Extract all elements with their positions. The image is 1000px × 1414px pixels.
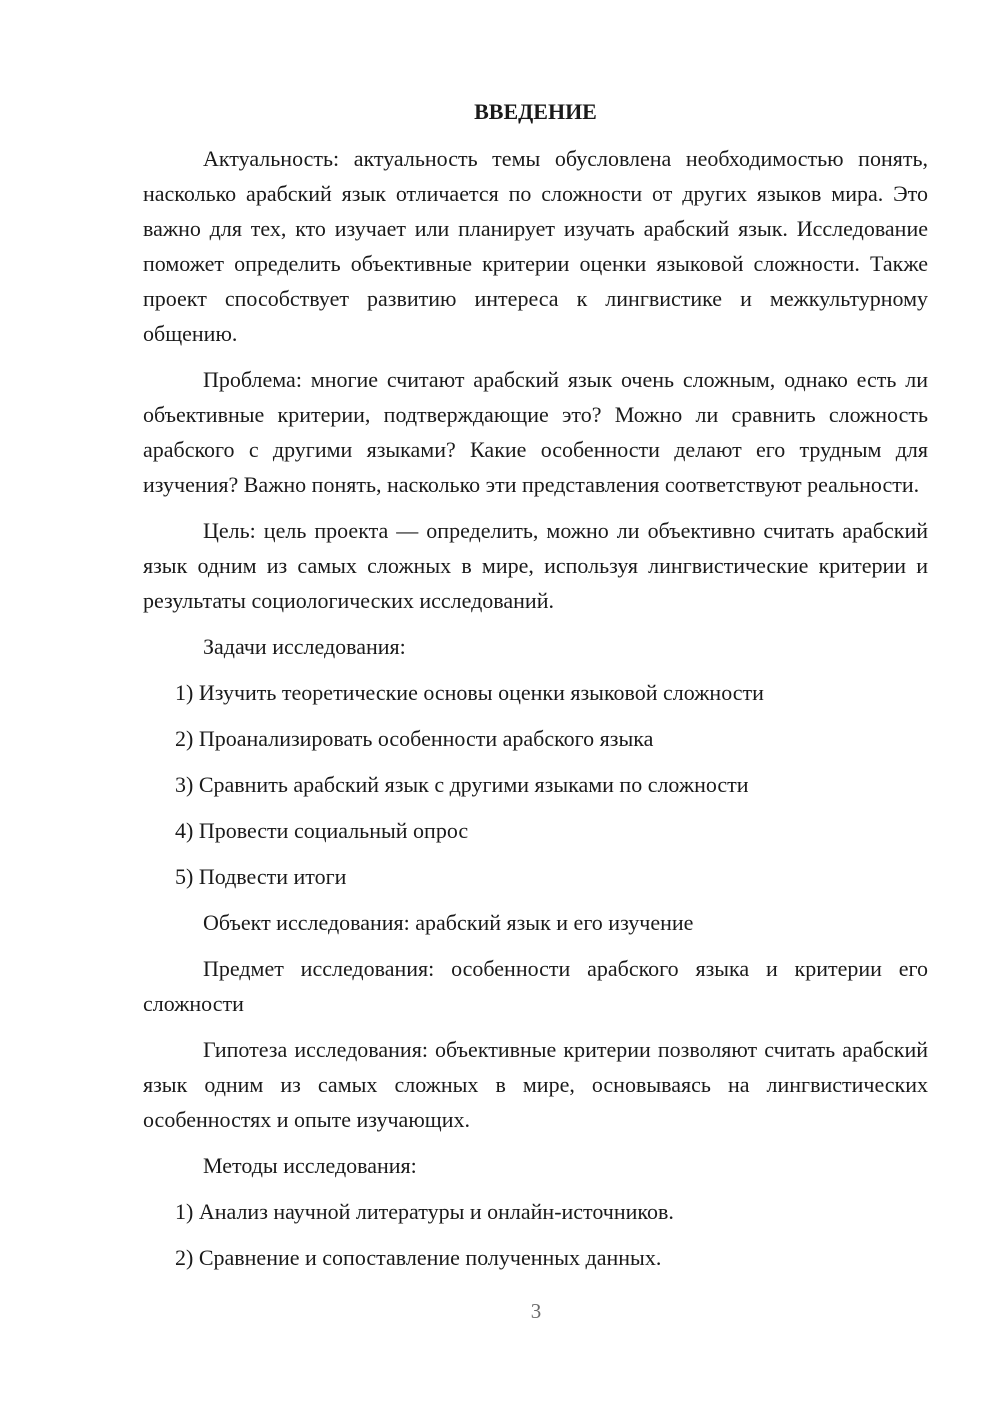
tasks-list <box>143 675 928 894</box>
task-item-2: 2) Проанализировать особенности арабского языка <box>175 726 654 751</box>
methods-label: Методы исследования: <box>203 1153 417 1178</box>
method-item-2: 2) Сравнение и сопоставление полученных данных. <box>175 1245 662 1270</box>
method-item-1: 1) Анализ научной литературы и онлайн-источников. <box>175 1199 674 1224</box>
page-number: 3 <box>530 1299 542 1323</box>
task-item-1: 1) Изучить теоретические основы оценки языковой сложности <box>175 680 764 705</box>
methods-list <box>143 1194 928 1275</box>
goal-paragraph: Цель: цель проекта — определить, можно ли объективно считать арабский язык одним из самых сложных в мире, используя лингвистические критерии и результаты социологических исследований. <box>143 518 928 613</box>
task-item-4: 4) Провести социальный опрос <box>175 818 469 843</box>
task-item-3: 3) Сравнить арабский язык с другими языками по сложности <box>175 772 749 797</box>
hypothesis-paragraph: Гипотеза исследования: объективные критерии позволяют считать арабский язык одним из самых сложных в мире, основываясь на лингвистических особенностях и опыте изучающих. <box>143 1037 928 1132</box>
section-heading: ВВЕДЕНИЕ <box>474 99 597 124</box>
relevance-paragraph: Актуальность: актуальность темы обусловлена необходимостью понять, насколько арабский язык отличается по сложности от других языков мира. Это важно для тех, кто изучает или планирует изучать арабский язык. Исследование поможет определить объективные критерии оценки языковой сложности. Также проект способствует развитию интереса к лингвистике и межкультурному общению. <box>143 146 928 346</box>
problem-paragraph: Проблема: многие считают арабский язык очень сложным, однако есть ли объективные критерии, подтверждающие это? Можно ли сравнить сложность арабского с другими языками? Какие особенности делают его трудным для изучения? Важно понять, насколько эти представления соответствуют реальности. <box>143 367 928 497</box>
object-paragraph: Объект исследования: арабский язык и его изучение <box>203 910 694 935</box>
task-item-5: 5) Подвести итоги <box>175 864 347 889</box>
page-content <box>143 94 928 1286</box>
tasks-label: Задачи исследования: <box>203 634 406 659</box>
subject-paragraph: Предмет исследования: особенности арабского языка и критерии его сложности <box>143 956 928 1016</box>
